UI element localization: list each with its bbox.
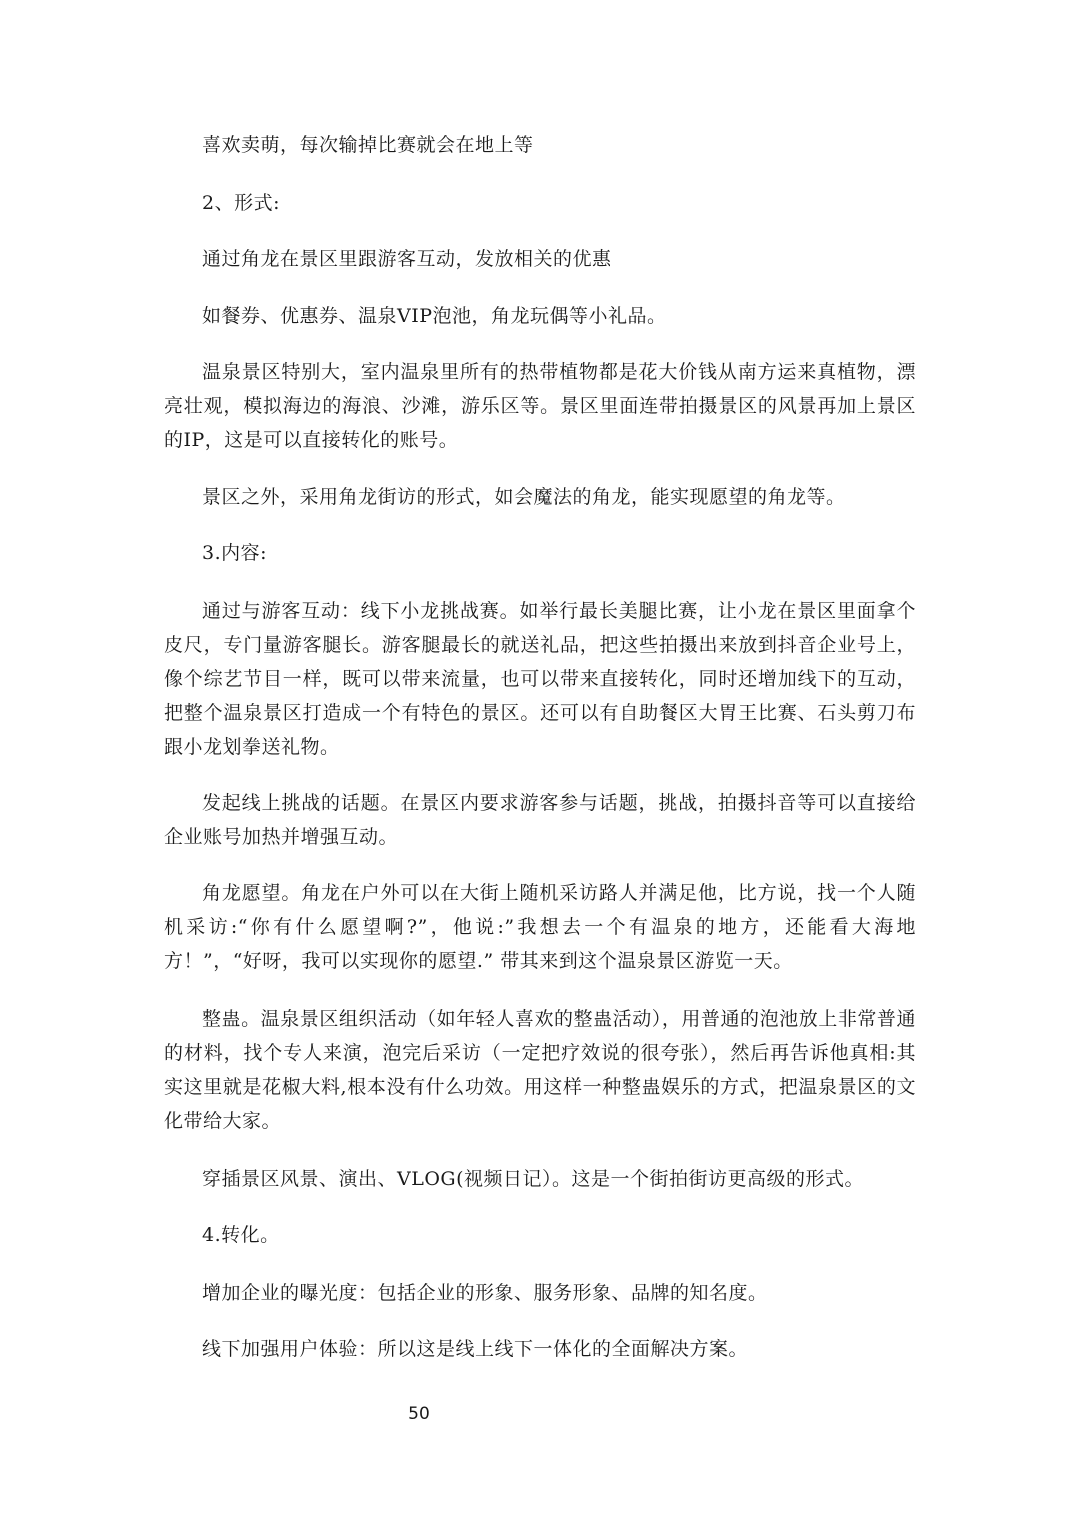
paragraph-mascot-trait: 喜欢卖萌，每次输掉比赛就会在地上等 xyxy=(202,134,534,156)
paragraph-wish: 角龙愿望。角龙在户外可以在大街上随机采访路人并满足他，比方说，找一个人随机采访:“你有什么愿望啊?”，他说:”我想去一个有温泉的地方，还能看大海地方！”，“好呀，我可以实现你的愿望.” 带其来到这个温泉景区游览一天。 xyxy=(164,882,916,972)
heading-conversion: 4.转化。 xyxy=(202,1224,280,1246)
paragraph-gifts: 如餐券、优惠券、温泉VIP泡池，角龙玩偶等小礼品。 xyxy=(202,305,667,327)
heading-content: 3.内容: xyxy=(202,542,268,564)
paragraph-exposure: 增加企业的曝光度：包括企业的形象、服务形象、品牌的知名度。 xyxy=(202,1282,768,1304)
paragraph-online-challenge: 发起线上挑战的话题。在景区内要求游客参与话题，挑战，拍摄抖音等可以直接给企业账号加热并增强互动。 xyxy=(164,792,916,848)
paragraph-scenic-area: 温泉景区特别大，室内温泉里所有的热带植物都是花大价钱从南方运来真植物，漂亮壮观，模拟海边的海浪、沙滩，游乐区等。景区里面连带拍摄景区的风景再加上景区的IP，这是可以直接转化的账号。 xyxy=(164,361,916,451)
paragraph-prank: 整蛊。温泉景区组织活动（如年轻人喜欢的整蛊活动），用普通的泡池放上非常普通的材料，找个专人来演，泡完后采访（一定把疗效说的很夸张），然后再告诉他真相:其实这里就是花椒大料,根本没有什么功效。用这样一种整蛊娱乐的方式，把温泉景区的文化带给大家。 xyxy=(164,1008,916,1132)
paragraph-interaction: 通过角龙在景区里跟游客互动，发放相关的优惠 xyxy=(202,248,612,270)
paragraph-vlog: 穿插景区风景、演出、VLOG(视频日记）。这是一个街拍街访更高级的形式。 xyxy=(202,1168,865,1190)
paragraph-street-interview: 景区之外，采用角龙街访的形式，如会魔法的角龙，能实现愿望的角龙等。 xyxy=(202,486,846,508)
paragraph-user-experience: 线下加强用户体验：所以这是线上线下一体化的全面解决方案。 xyxy=(202,1338,749,1360)
paragraph-offline-challenge: 通过与游客互动：线下小龙挑战赛。如举行最长美腿比赛，让小龙在景区里面拿个皮尺，专门量游客腿长。游客腿最长的就送礼品，把这些拍摄出来放到抖音企业号上，像个综艺节目一样，既可以带来流量，也可以带来直接转化，同时还增加线下的互动，把整个温泉景区打造成一个有特色的景区。还可以有自助餐区大胃王比赛、石头剪刀布跟小龙划拳送礼物。 xyxy=(164,600,916,758)
heading-form: 2、形式: xyxy=(202,192,280,214)
page-number: 50 xyxy=(408,1404,430,1424)
